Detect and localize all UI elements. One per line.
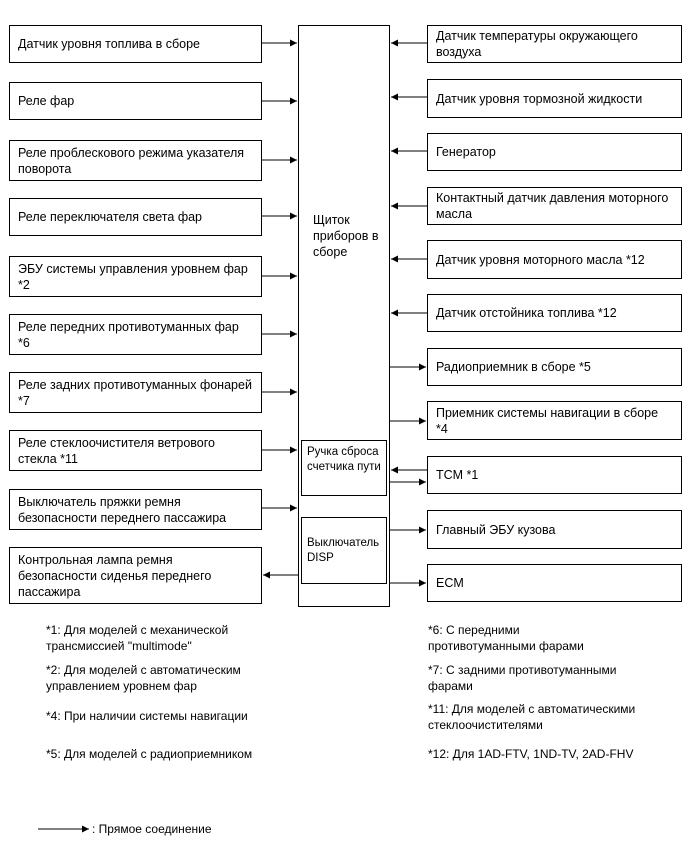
note-5: *5: Для моделей с радиоприемником [46,747,253,761]
right-block-label: Датчик уровня моторного масла *12 [436,252,645,267]
left-block-label: Реле задних противотуманных фонарей *7 [18,377,252,408]
right-block-label: ECM [436,576,464,590]
note-12: *12: Для 1AD-FTV, 1ND-TV, 2AD-FHV [428,747,634,761]
right-block-label: Главный ЭБУ кузова [436,522,556,537]
note-6: *6: С передними противотуманными фарами [428,623,584,653]
legend-label: : Прямое соединение [92,822,212,836]
left-block-label: Датчик уровня топлива в сборе [18,37,200,51]
trip-reset-label: Ручка сброса счетчика пути [307,446,381,473]
right-block-label: Радиоприемник в сборе *5 [436,360,591,374]
right-block-label: Генератор [436,145,496,159]
note-4: *4: При наличии системы навигации [46,709,248,723]
right-block-label: Датчик температуры окружающего воздуха [436,29,638,59]
left-block-label: Контрольная лампа ремня безопасности сиденья переднего пассажира [18,552,212,599]
right-block-label: Датчик отстойника топлива *12 [436,306,617,320]
combination-meter-label: Щиток приборов в сборе [313,213,379,259]
disp-switch-label: Выключатель DISP [307,536,380,564]
left-block-label: Реле фар [18,94,75,108]
left-block-label: Реле проблескового режима указателя поворота [18,145,245,176]
note-11: *11: Для моделей с автоматическими стеклоочистителями [428,702,636,732]
note-2: *2: Для моделей с автоматическим управлением уровнем фар [46,663,241,693]
left-block-label: Реле передних противотуманных фар *6 [18,319,239,350]
left-block-label: Реле переключателя света фар [18,210,203,224]
left-block-label: ЭБУ системы управления уровнем фар *2 [18,261,248,292]
right-block-label: Приемник системы навигации в сборе *4 [436,405,659,436]
right-block-label: Датчик уровня тормозной жидкости [436,91,643,106]
right-block-label: TCM *1 [436,468,479,482]
left-block-label: Выключатель пряжки ремня безопасности переднего пассажира [18,494,227,525]
right-block-label: Контактный датчик давления моторного масла [436,191,669,221]
left-block-label: Реле стеклоочистителя ветрового стекла *11 [18,435,215,466]
note-1: *1: Для моделей с механической трансмиссией "multimode" [46,623,229,653]
note-7: *7: С задними противотуманными фарами [428,663,617,693]
